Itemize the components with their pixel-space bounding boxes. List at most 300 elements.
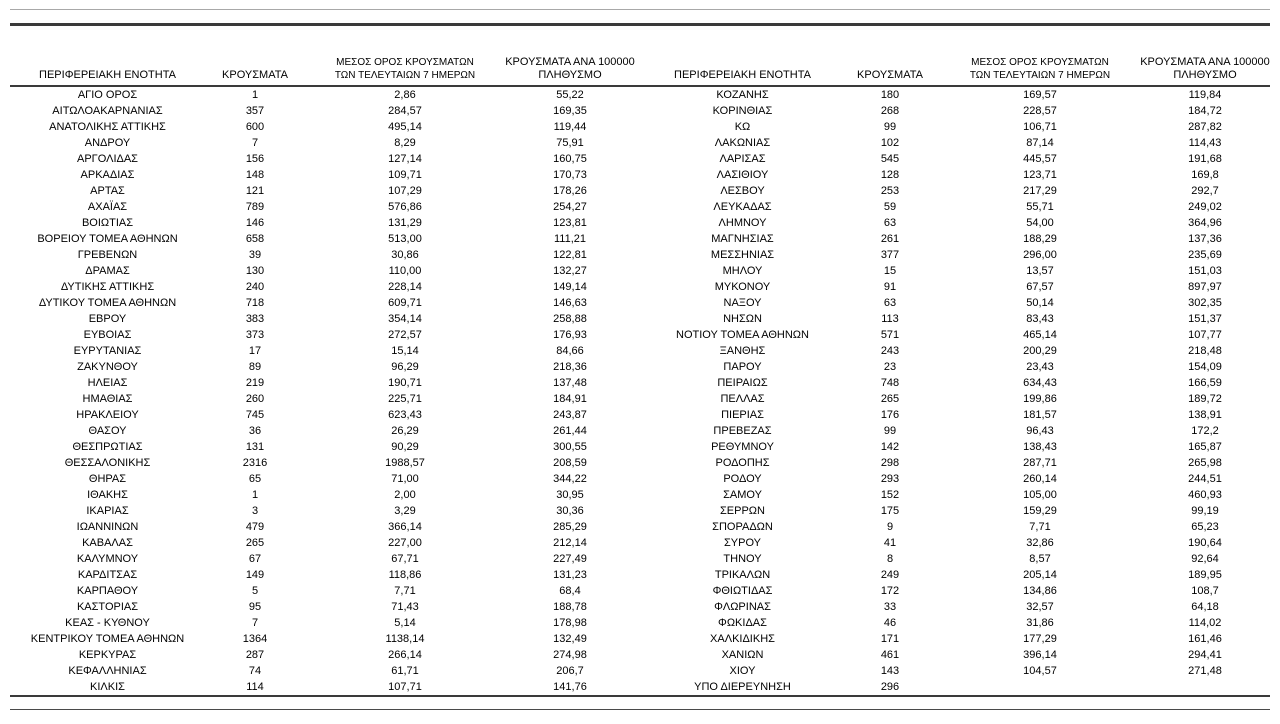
spacer-cell [635,599,645,615]
per100k-cell: 169,8 [1191,169,1219,181]
region-cell: ΔΥΤΙΚΗΣ ΑΤΤΙΚΗΣ [60,281,155,293]
table-row [10,407,1270,423]
table-row [10,199,1270,215]
table-row [10,455,1270,471]
region-cell: ΖΑΚΥΝΘΟΥ [77,361,138,373]
avg7-cell: 104,57 [1023,665,1057,677]
per100k-cell: 68,4 [559,585,581,597]
per100k-cell: 212,14 [553,537,587,549]
per100k-cell: 92,64 [1191,553,1219,565]
region-cell: ΜΗΛΟΥ [722,265,763,277]
region-cell: ΗΡΑΚΛΕΙΟΥ [76,409,139,421]
per100k-cell: 243,87 [553,409,587,421]
table-row [10,679,1270,696]
cases-cell: 152 [880,489,900,501]
per100k-cell: 114,02 [1188,617,1222,629]
per100k-cell: 189,72 [1188,393,1222,405]
cases-cell: 128 [880,169,900,181]
region-cell: ΔΥΤΙΚΟΥ ΤΟΜΕΑ ΑΘΗΝΩΝ [38,297,177,309]
avg7-cell: 107,71 [305,679,505,696]
avg7-cell: 623,43 [388,409,422,421]
region-cell: ΘΑΣΟΥ [88,425,127,437]
spacer-cell [635,343,645,359]
cases-cell: 59 [883,201,897,213]
header-cases-right: ΚΡΟΥΣΜΑΤΑ [840,50,940,86]
avg7-cell: 227,00 [388,537,422,549]
region-cell: ΙΚΑΡΙΑΣ [86,505,129,517]
cases-cell: 5 [251,585,259,597]
header-row [10,50,1270,86]
per100k-cell: 271,48 [1188,665,1222,677]
cases-cell: 142 [880,441,900,453]
region-cell: ΑΡΚΑΔΙΑΣ [80,169,135,181]
region-cell: ΚΙΛΚΙΣ [10,679,205,696]
cases-cell: 377 [880,249,900,261]
table-row [10,519,1270,535]
spacer-cell [635,103,645,119]
cases-cell: 171 [880,633,900,645]
table-row [10,103,1270,119]
region-cell: ΚΟΖΑΝΗΣ [716,89,769,101]
region-cell: ΛΗΜΝΟΥ [718,217,767,229]
region-cell: ΡΟΔΟΠΗΣ [715,457,770,469]
per100k-cell: 218,36 [553,361,587,373]
per100k-cell: 84,66 [556,345,584,357]
cases-cell: 296 [840,679,940,696]
region-cell: ΤΗΝΟΥ [723,553,762,565]
per100k-cell: 208,59 [553,457,587,469]
region-cell: ΘΕΣΠΡΩΤΙΑΣ [72,441,143,453]
table-row [10,375,1270,391]
per100k-cell: 151,37 [1188,313,1222,325]
table-row [10,247,1270,263]
bottom-outer-rule [10,709,1270,710]
region-cell: ΠΡΕΒΕΖΑΣ [713,425,772,437]
per100k-cell: 99,19 [1191,505,1219,517]
avg7-cell: 217,29 [1023,185,1057,197]
cases-cell: 148 [245,169,265,181]
cases-cell: 260 [245,393,265,405]
per100k-cell: 161,46 [1188,633,1222,645]
per100k-cell: 261,44 [553,425,587,437]
cases-cell: 253 [880,185,900,197]
spacer-cell [635,199,645,215]
avg7-cell: 109,71 [388,169,422,181]
avg7-cell: 118,86 [388,569,422,581]
per100k-cell: 265,98 [1188,457,1222,469]
table-row [10,631,1270,647]
cases-cell: 261 [880,233,900,245]
per100k-cell: 235,69 [1188,249,1222,261]
cases-cell: 7 [251,137,259,149]
cases-cell: 1364 [242,633,268,645]
avg7-cell: 67,71 [391,553,419,565]
spacer-cell [635,471,645,487]
avg7-cell: 272,57 [388,329,422,341]
region-cell: ΑΝΑΤΟΛΙΚΗΣ ΑΤΤΙΚΗΣ [49,121,166,133]
avg7-cell: 634,43 [1023,377,1057,389]
cases-cell: 46 [883,617,897,629]
cases-cell: 265 [880,393,900,405]
region-cell: ΜΑΓΝΗΣΙΑΣ [711,233,774,245]
cases-cell: 7 [251,617,259,629]
avg7-cell: 7,71 [1029,521,1051,533]
region-cell: ΘΕΣΣΑΛΟΝΙΚΗΣ [64,457,151,469]
region-cell: ΚΑΒΑΛΑΣ [82,537,133,549]
cases-cell: 1 [251,489,259,501]
region-cell: ΚΑΡΠΑΘΟΥ [76,585,139,597]
avg7-cell: 177,29 [1023,633,1057,645]
table-row [10,263,1270,279]
spacer-cell [635,391,645,407]
spacer-cell [635,119,645,135]
table-row [10,119,1270,135]
per100k-cell [1140,679,1270,696]
top-inner-rule [10,23,1270,26]
region-cell: ΚΑΛΥΜΝΟΥ [76,553,139,565]
region-cell: ΛΕΥΚΑΔΑΣ [713,201,772,213]
cases-cell: 2316 [242,457,268,469]
header-avg7-left-line1: ΜΕΣΟΣ ΟΡΟΣ ΚΡΟΥΣΜΑΤΩΝ [336,57,474,68]
region-cell: ΛΑΡΙΣΑΣ [719,153,766,165]
spacer-cell [635,503,645,519]
per100k-cell: 178,98 [553,617,587,629]
per100k-cell: 154,09 [1188,361,1222,373]
region-cell: ΒΟΙΩΤΙΑΣ [81,217,134,229]
table-row [10,615,1270,631]
avg7-cell: 354,14 [388,313,422,325]
per100k-cell: 107,77 [1188,329,1222,341]
table-row [10,567,1270,583]
avg7-cell: 123,71 [1023,169,1057,181]
table-body [10,86,1270,696]
per100k-cell: 184,72 [1188,105,1222,117]
region-cell: ΠΑΡΟΥ [723,361,762,373]
avg7-cell: 225,71 [388,393,422,405]
avg7-cell: 105,00 [1023,489,1057,501]
table-row [10,551,1270,567]
region-cell: ΗΜΑΘΙΑΣ [82,393,133,405]
table-row [10,583,1270,599]
spacer-cell [635,183,645,199]
table-row [10,663,1270,679]
avg7-cell: 199,86 [1023,393,1057,405]
per100k-cell: 249,02 [1188,201,1222,213]
cases-cell: 357 [245,105,265,117]
cases-cell: 89 [248,361,262,373]
per100k-cell: 178,26 [553,185,587,197]
avg7-cell: 5,14 [394,617,416,629]
region-cell: ΣΠΟΡΑΔΩΝ [712,521,773,533]
avg7-cell: 495,14 [388,121,422,133]
avg7-cell: 134,86 [1023,585,1057,597]
spacer-cell [635,327,645,343]
cases-cell: 131 [245,441,265,453]
avg7-cell: 55,71 [1026,201,1054,213]
per100k-cell: 119,44 [553,121,587,133]
region-cell: ΠΕΙΡΑΙΩΣ [717,377,768,389]
region-cell: ΚΕΝΤΡΙΚΟΥ ΤΟΜΕΑ ΑΘΗΝΩΝ [30,633,185,645]
cases-cell: 243 [880,345,900,357]
per100k-cell: 190,64 [1188,537,1222,549]
avg7-cell: 96,29 [391,361,419,373]
spacer-cell [635,86,645,103]
per100k-cell: 149,14 [553,281,587,293]
avg7-cell: 2,00 [394,489,416,501]
cases-cell: 545 [880,153,900,165]
avg7-cell: 67,57 [1026,281,1054,293]
cases-cell: 99 [883,121,897,133]
region-cell: ΚΟΡΙΝΘΙΑΣ [712,105,773,117]
avg7-cell: 445,57 [1023,153,1057,165]
avg7-cell: 7,71 [394,585,416,597]
table-row [10,279,1270,295]
per100k-cell: 166,59 [1188,377,1222,389]
table-row [10,503,1270,519]
cases-cell: 249 [880,569,900,581]
per100k-cell: 114,43 [1188,137,1222,149]
spacer-cell [635,551,645,567]
per100k-cell: 132,27 [553,265,587,277]
avg7-cell: 366,14 [388,521,422,533]
header-region-right: ΠΕΡΙΦΕΡΕΙΑΚΗ ΕΝΟΤΗΤΑ [645,50,840,86]
spacer-cell [635,519,645,535]
cases-cell: 240 [245,281,265,293]
per100k-cell: 160,75 [553,153,587,165]
avg7-cell: 107,29 [388,185,422,197]
table-row [10,391,1270,407]
cases-cell: 658 [245,233,265,245]
avg7-cell: 23,43 [1026,361,1054,373]
header-per100k-right-line2: ΠΛΗΘΥΣΜΟ [1173,69,1237,81]
avg7-cell: 54,00 [1026,217,1054,229]
per100k-cell: 897,97 [1188,281,1222,293]
regional-cases-report [0,9,1280,710]
avg7-cell: 32,57 [1026,601,1054,613]
avg7-cell: 284,57 [388,105,422,117]
per100k-cell: 285,29 [553,521,587,533]
spacer-cell [635,359,645,375]
per100k-cell: 165,87 [1188,441,1222,453]
per100k-cell: 132,49 [553,633,587,645]
per100k-cell: 151,03 [1188,265,1222,277]
per100k-cell: 460,93 [1188,489,1222,501]
per100k-cell: 111,21 [553,233,586,245]
avg7-cell: 3,29 [394,505,416,517]
table-row [10,647,1270,663]
cases-cell: 373 [245,329,265,341]
region-cell: ΚΑΡΔΙΤΣΑΣ [77,569,138,581]
avg7-cell: 131,29 [388,217,422,229]
cases-cell: 383 [245,313,265,325]
cases-cell: 146 [245,217,265,229]
table-row [10,535,1270,551]
spacer-cell [635,679,645,696]
region-cell: ΣΥΡΟΥ [723,537,761,549]
region-cell: ΡΟΔΟΥ [723,473,762,485]
table-row [10,343,1270,359]
table-row [10,295,1270,311]
avg7-cell: 200,29 [1023,345,1057,357]
cases-cell: 268 [880,105,900,117]
per100k-cell: 206,7 [556,665,584,677]
avg7-cell: 205,14 [1023,569,1057,581]
avg7-cell: 396,14 [1023,649,1057,661]
region-cell: ΝΗΣΩΝ [723,313,762,325]
cases-cell: 63 [883,217,897,229]
table-row [10,327,1270,343]
region-cell: ΚΕΑΣ - ΚΥΘΝΟΥ [65,617,150,629]
region-cell: ΧΑΝΙΩΝ [721,649,764,661]
spacer-cell [635,663,645,679]
region-cell: ΦΘΙΩΤΙΔΑΣ [712,585,773,597]
avg7-cell: 190,71 [388,377,422,389]
cases-cell: 156 [245,153,265,165]
avg7-cell: 609,71 [388,297,422,309]
spacer-cell [635,647,645,663]
table-row [10,599,1270,615]
region-cell: ΚΑΣΤΟΡΙΑΣ [76,601,139,613]
region-cell: ΠΕΛΛΑΣ [720,393,765,405]
header-per100k-left [505,50,635,86]
per100k-cell: 274,98 [553,649,587,661]
avg7-cell: 8,29 [394,137,416,149]
spacer-cell [635,583,645,599]
cases-cell: 748 [880,377,900,389]
avg7-cell: 138,43 [1023,441,1057,453]
avg7-cell: 1138,14 [385,633,425,645]
per100k-cell: 108,7 [1191,585,1219,597]
avg7-cell: 181,57 [1023,409,1057,421]
header-avg7-left [305,50,505,86]
avg7-cell: 96,43 [1026,425,1054,437]
avg7-cell: 127,14 [388,153,422,165]
cases-cell: 287 [245,649,265,661]
per100k-cell: 344,22 [553,473,587,485]
spacer-cell [635,407,645,423]
table-row [10,311,1270,327]
per100k-cell: 65,23 [1191,521,1219,533]
region-cell: ΧΙΟΥ [729,665,756,677]
spacer-cell [635,151,645,167]
region-cell: ΓΡΕΒΕΝΩΝ [77,249,138,261]
avg7-cell: 15,14 [391,345,419,357]
avg7-cell: 87,14 [1026,137,1054,149]
table-row [10,439,1270,455]
avg7-cell: 296,00 [1023,249,1057,261]
per100k-cell: 254,27 [553,201,587,213]
per100k-cell: 119,84 [1188,89,1222,101]
cases-cell: 718 [245,297,265,309]
per100k-cell: 188,78 [553,601,587,613]
spacer-cell [635,567,645,583]
cases-cell: 8 [886,553,894,565]
cases-cell: 114 [205,679,305,696]
avg7-cell: 287,71 [1023,457,1057,469]
cases-cell: 17 [248,345,262,357]
per100k-cell: 176,93 [553,329,587,341]
header-region-left: ΠΕΡΙΦΕΡΕΙΑΚΗ ΕΝΟΤΗΤΑ [10,50,205,86]
cases-cell: 67 [248,553,262,565]
cases-cell: 39 [248,249,262,261]
spacer-cell [635,215,645,231]
per100k-cell: 30,36 [556,505,584,517]
spacer-cell [635,535,645,551]
avg7-cell: 513,00 [388,233,422,245]
cases-cell: 63 [883,297,897,309]
avg7-cell: 8,57 [1029,553,1051,565]
per100k-cell: 170,73 [553,169,587,181]
spacer-cell [635,423,645,439]
region-cell: ΡΕΘΥΜΝΟΥ [711,441,774,453]
cases-cell: 298 [880,457,900,469]
region-cell: ΚΕΡΚΥΡΑΣ [78,649,137,661]
avg7-cell [940,679,1140,696]
cases-cell: 102 [880,137,900,149]
cases-cell: 479 [245,521,265,533]
avg7-cell: 159,29 [1023,505,1057,517]
region-cell: ΛΑΣΙΘΙΟΥ [716,169,769,181]
cases-cell: 143 [880,665,900,677]
per100k-cell: 218,48 [1188,345,1222,357]
table-row [10,471,1270,487]
region-cell: ΑΡΓΟΛΙΔΑΣ [77,153,138,165]
cases-cell: 15 [883,265,897,277]
table-row [10,215,1270,231]
region-cell: ΑΙΤΩΛΟΑΚΑΡΝΑΝΙΑΣ [52,105,163,117]
table-row [10,487,1270,503]
cases-cell: 172 [880,585,900,597]
region-cell: ΘΗΡΑΣ [88,473,127,485]
regional-cases-table [10,50,1270,697]
avg7-cell: 2,86 [394,89,416,101]
avg7-cell: 576,86 [388,201,422,213]
spacer-cell [635,247,645,263]
spacer-cell [635,263,645,279]
per100k-cell: 131,23 [553,569,587,581]
cases-cell: 461 [880,649,900,661]
cases-cell: 91 [883,281,897,293]
per100k-cell: 191,68 [1188,153,1222,165]
cases-cell: 176 [880,409,900,421]
table-row [10,86,1270,103]
cases-cell: 33 [883,601,897,613]
region-cell: ΗΛΕΙΑΣ [87,377,128,389]
region-cell: ΙΘΑΚΗΣ [87,489,128,501]
cases-cell: 180 [880,89,900,101]
cases-cell: 1 [251,89,259,101]
region-cell: ΦΛΩΡΙΝΑΣ [714,601,771,613]
per100k-cell: 294,41 [1188,649,1222,661]
region-cell: ΒΟΡΕΙΟΥ ΤΟΜΕΑ ΑΘΗΝΩΝ [37,233,178,245]
spacer-cell [635,167,645,183]
per100k-cell: 364,96 [1188,217,1222,229]
per100k-cell: 292,7 [1191,185,1219,197]
region-cell: ΧΑΛΚΙΔΙΚΗΣ [710,633,775,645]
per100k-cell: 300,55 [553,441,587,453]
table-row [10,359,1270,375]
cases-cell: 130 [245,265,265,277]
cases-cell: 3 [251,505,259,517]
region-cell: ΛΕΣΒΟΥ [720,185,765,197]
spacer-cell [635,375,645,391]
cases-cell: 219 [245,377,265,389]
region-cell: ΑΝΔΡΟΥ [84,137,131,149]
avg7-cell: 228,57 [1023,105,1057,117]
per100k-cell: 189,95 [1188,569,1222,581]
header-avg7-right-line2: ΤΩΝ ΤΕΛΕΥΤΑΙΩΝ 7 ΗΜΕΡΩΝ [969,70,1111,81]
table-row [10,183,1270,199]
